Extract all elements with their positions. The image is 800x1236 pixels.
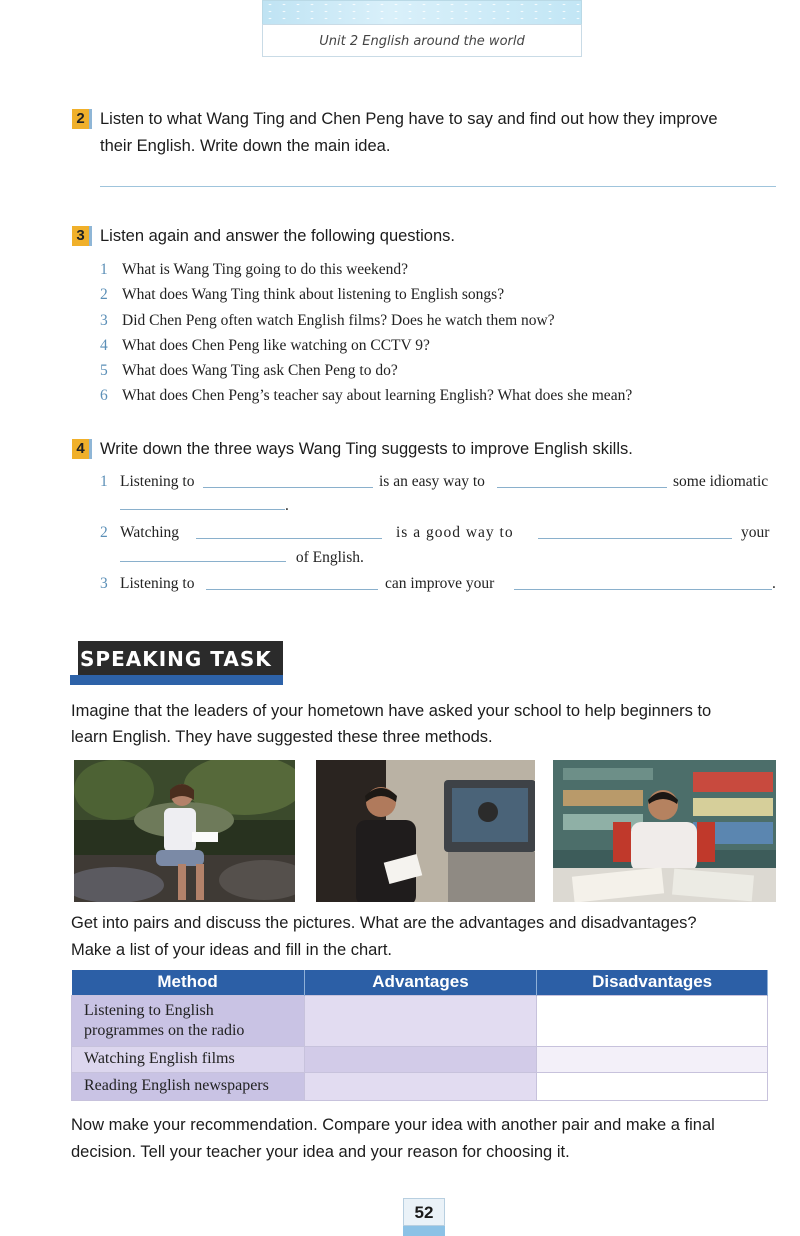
column-header-method: Method	[72, 970, 305, 995]
question-number: 3	[100, 311, 108, 329]
question-number: 1	[100, 261, 108, 278]
advantages-cell[interactable]	[304, 1072, 537, 1100]
task-2-text-line-2: their English. Write down the main idea.	[100, 137, 391, 155]
answer-line[interactable]	[100, 186, 776, 187]
unit-title: Unit 2 English around the world	[262, 24, 582, 57]
question-text: What does Wang Ting ask Chen Peng to do?	[122, 362, 398, 380]
fill-item-3	[100, 575, 776, 595]
question-item	[100, 312, 632, 337]
question-text: What does Chen Peng like watching on CCTV 9?	[122, 336, 430, 354]
page-number: 52	[403, 1198, 445, 1226]
discuss-line-2: Make a list of your ideas and fill in the chart.	[71, 941, 392, 959]
task-number-4: 4	[72, 439, 92, 459]
method-cell: Listening to English programmes on the radio	[72, 995, 305, 1046]
task-2-text-line-1: Listen to what Wang Ting and Chen Peng have to say and find out how they improve	[100, 110, 718, 128]
item-text: is a good way to	[396, 524, 514, 541]
column-header-advantages: Advantages	[304, 970, 537, 995]
item-text: some idiomatic	[673, 473, 769, 490]
item-text: Watching	[120, 524, 180, 541]
method-cell: Reading English newspapers	[72, 1072, 305, 1100]
advantages-cell[interactable]	[304, 995, 537, 1046]
task-3-instruction: Listen again and answer the following questions.	[100, 227, 455, 245]
methods-chart	[71, 970, 768, 1101]
disadvantages-cell[interactable]	[537, 1046, 768, 1072]
advantages-cell[interactable]	[304, 1046, 537, 1072]
blank[interactable]	[120, 561, 286, 562]
item-number: 1	[100, 473, 108, 490]
page-number-tab	[403, 1226, 445, 1236]
question-item	[100, 337, 632, 362]
fill-item-2	[100, 524, 776, 544]
blank[interactable]	[206, 589, 378, 590]
item-text: Listening to	[120, 473, 195, 490]
blank[interactable]	[203, 487, 373, 488]
speaking-intro-line-2: learn English. They have suggested these three methods.	[71, 728, 493, 746]
question-number: 6	[100, 387, 108, 405]
question-number: 5	[100, 362, 108, 380]
question-text: What does Chen Peng’s teacher say about learning English? What does she mean?	[122, 387, 633, 405]
blank[interactable]	[120, 509, 285, 510]
question-list	[100, 261, 632, 413]
task-3	[72, 226, 92, 246]
item-text: .	[772, 575, 776, 592]
speaking-task-banner	[70, 641, 283, 684]
item-number: 2	[100, 524, 108, 541]
photo-boy-watching-film-illustration	[316, 760, 537, 904]
table-row	[72, 1046, 768, 1072]
question-number: 4	[100, 336, 108, 354]
question-text: What does Wang Ting think about listening to English songs?	[122, 286, 505, 304]
closing-line-1: Now make your recommendation. Compare your idea with another pair and make a final	[71, 1116, 715, 1134]
task-2	[72, 109, 92, 129]
table-row	[72, 995, 768, 1046]
disadvantages-cell[interactable]	[537, 1072, 768, 1100]
task-number-2: 2	[72, 109, 92, 129]
fill-item-1	[100, 473, 776, 493]
task-number-3: 3	[72, 226, 92, 246]
blank[interactable]	[538, 538, 732, 539]
question-text: What is Wang Ting going to do this weekend?	[122, 261, 409, 278]
speaking-intro-line-1: Imagine that the leaders of your hometown have asked your school to help beginners to	[71, 702, 712, 720]
task-4-instruction: Write down the three ways Wang Ting suggests to improve English skills.	[100, 440, 633, 458]
question-item	[100, 286, 632, 311]
item-text: is an easy way to	[379, 473, 485, 490]
question-item	[100, 362, 632, 387]
item-text: can improve your	[385, 575, 495, 592]
blank[interactable]	[196, 538, 382, 539]
table-row	[72, 1072, 768, 1100]
method-cell: Watching English films	[72, 1046, 305, 1072]
item-text: .	[285, 497, 289, 514]
task-4	[72, 439, 92, 459]
question-item	[100, 261, 632, 286]
speaking-task-title: SPEAKING TASK	[80, 647, 272, 671]
column-header-disadvantages: Disadvantages	[537, 970, 768, 995]
fill-item-2-continued	[120, 549, 364, 569]
photo-boy-watching-film	[314, 758, 537, 904]
photo-man-reading-newspaper-illustration	[553, 760, 778, 904]
fill-item-1-continued	[120, 497, 289, 517]
blank[interactable]	[514, 589, 772, 590]
discuss-line-1: Get into pairs and discuss the pictures. What are the advantages and disadvantages?	[71, 914, 697, 932]
photo-girl-listening-radio	[72, 758, 297, 904]
item-text: of English.	[295, 549, 364, 566]
disadvantages-cell[interactable]	[537, 995, 768, 1046]
photo-man-reading-newspaper	[551, 758, 778, 904]
header-decoration	[262, 0, 582, 24]
question-number: 2	[100, 286, 108, 304]
closing-line-2: decision. Tell your teacher your idea and your reason for choosing it.	[71, 1143, 570, 1161]
photo-girl-listening-radio-illustration	[74, 760, 297, 904]
item-number: 3	[100, 575, 108, 592]
item-text: Listening to	[120, 575, 195, 592]
blank[interactable]	[497, 487, 667, 488]
item-text: your	[741, 524, 770, 541]
question-item	[100, 387, 632, 412]
question-text: Did Chen Peng often watch English films? Does he watch them now?	[122, 311, 555, 329]
